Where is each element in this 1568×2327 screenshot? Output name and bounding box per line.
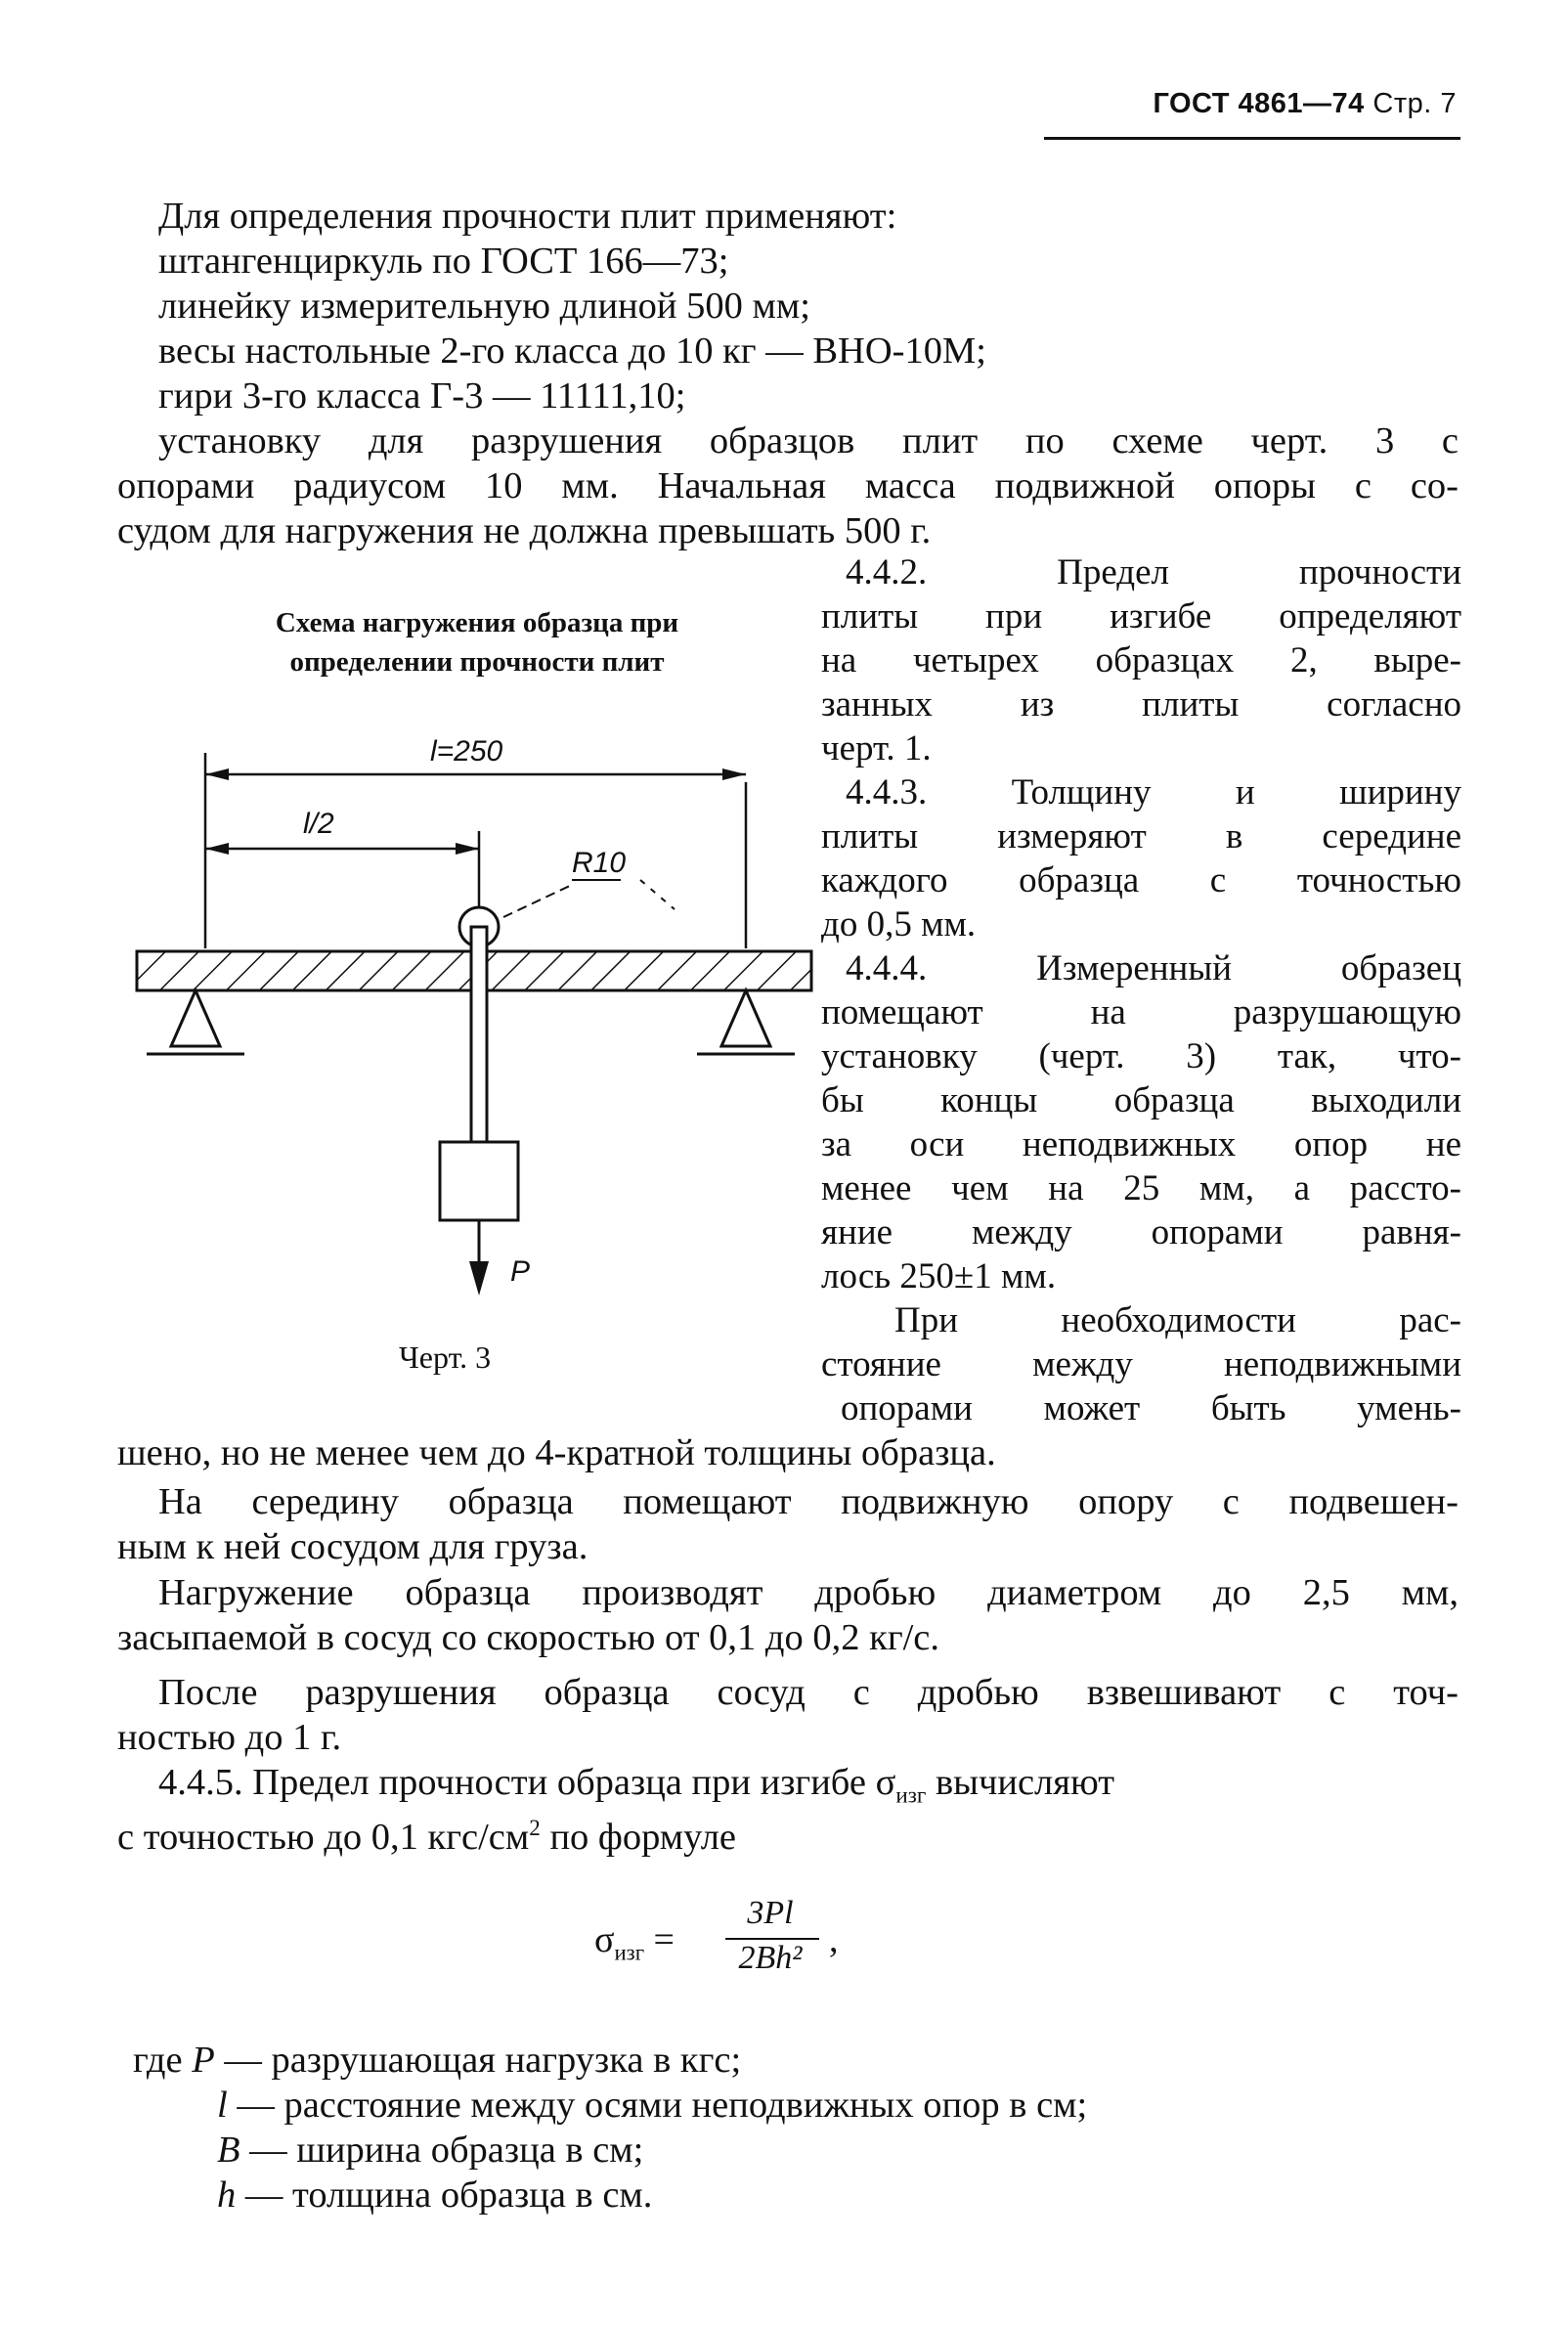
load-rod: [471, 927, 487, 1142]
where-line: h — толщина образца в см.: [217, 2174, 653, 2216]
where-line: где P — разрушающая нагрузка в кгс;: [133, 2040, 742, 2081]
intro-line: судом для нагружения не должна превышать 500 г.: [117, 510, 932, 551]
intro-line: опорами радиусом 10 мм. Начальная масса подвижной опоры с со-: [117, 465, 1459, 506]
page-number: Стр. 7: [1372, 88, 1457, 119]
body-line: На середину образца помещают подвижную опору с подвешен-: [158, 1481, 1459, 1522]
formula-lhs: $\sigma_{изг}$ =: [594, 1919, 675, 1965]
right-line: яние между опорами равня-: [821, 1212, 1461, 1252]
intro-line: гири 3-го класса Г-3 — 11111,10;: [158, 375, 686, 417]
where-line: l — расстояние между осями неподвижных опор в см;: [217, 2085, 1088, 2126]
intro-line: штангенциркуль по ГОСТ 166—73;: [158, 241, 729, 282]
bending-strength-formula: [594, 1895, 907, 2002]
intro-line: линейку измерительную длиной 500 мм;: [158, 285, 810, 327]
intro-line: Для определения прочности плит применяют:: [158, 196, 897, 237]
right-line: менее чем на 25 мм, а рассто-: [821, 1168, 1461, 1208]
body-line: Нагружение образца производят дробью диаметром до 2,5 мм,: [158, 1572, 1459, 1613]
radius-label: R10: [572, 847, 627, 879]
half-span-label: l/2: [303, 808, 334, 840]
right-line: При необходимости рас-: [894, 1300, 1461, 1340]
right-line: стояние между неподвижными: [821, 1344, 1461, 1384]
span-label: l=250: [430, 735, 503, 768]
leader-tail: [640, 880, 675, 909]
right-line: 4.4.2. Предел прочности: [846, 552, 1461, 593]
fixed-support-right: [697, 990, 795, 1054]
where-line: B — ширина образца в см;: [217, 2129, 644, 2171]
right-line: 4.4.4. Измеренный образец: [846, 948, 1461, 988]
right-line: плиты измеряют в середине: [821, 816, 1461, 856]
dimension-arrows: [205, 768, 746, 855]
body-line: шено, но не менее чем до 4-кратной толщины образца.: [117, 1432, 996, 1473]
force-arrow-head: [469, 1261, 489, 1295]
right-line: до 0,5 мм.: [821, 904, 977, 944]
body-line: ным к ней сосудом для груза.: [117, 1526, 588, 1567]
right-line: плиты при изгибе определяют: [821, 596, 1461, 637]
formula-denominator: 2Bh²: [738, 1940, 803, 1976]
right-line: за оси неподвижных опор не: [821, 1124, 1461, 1164]
figure-caption: Черт. 3: [399, 1339, 492, 1375]
right-line: на четырех образцах 2, выре-: [821, 640, 1461, 681]
intro-line: установку для разрушения образцов плит по схеме черт. 3 с: [158, 420, 1459, 461]
body-line: с точностью до 0,1 кгс/$см^2$ по формуле: [117, 1815, 737, 1858]
fixed-support-left: [147, 990, 244, 1054]
right-line: черт. 1.: [821, 728, 932, 768]
load-vessel: [440, 1142, 518, 1220]
header-rule: [1044, 137, 1460, 140]
radius-leader: [503, 885, 572, 917]
loading-scheme-diagram: [127, 724, 831, 1310]
right-line: занных из плиты согласно: [821, 684, 1461, 724]
body-line: После разрушения образца сосуд с дробью взвешивают с точ-: [158, 1672, 1459, 1713]
gost-number: ГОСТ 4861—74: [1153, 88, 1365, 119]
page-header: [1026, 88, 1457, 127]
formula-numerator: 3Pl: [747, 1895, 794, 1931]
body-line: 4.4.5. Предел прочности образца при изгибе $\sigma_{изг}$ вычисляют: [158, 1762, 1115, 1808]
right-line: опорами может быть умень-: [841, 1388, 1461, 1428]
right-line: лось 250±1 мм.: [821, 1256, 1057, 1296]
right-line: каждого образца с точностью: [821, 860, 1461, 900]
intro-line: весы настольные 2-го класса до 10 кг — ВНО-10М;: [158, 330, 986, 372]
force-label: P: [510, 1255, 531, 1288]
right-line: помещают на разрушающую: [821, 992, 1461, 1032]
figure-title: Схема нагружения образца при определении прочности плит: [275, 607, 679, 678]
right-line: установку (черт. 3) так, что-: [821, 1036, 1461, 1076]
body-line: ностью до 1 г.: [117, 1717, 342, 1758]
formula-comma: ,: [829, 1919, 839, 1960]
body-line: засыпаемой в сосуд со скоростью от 0,1 до 0,2 кг/с.: [117, 1617, 940, 1658]
right-line: бы концы образца выходили: [821, 1080, 1461, 1120]
right-line: 4.4.3. Толщину и ширину: [846, 772, 1461, 812]
